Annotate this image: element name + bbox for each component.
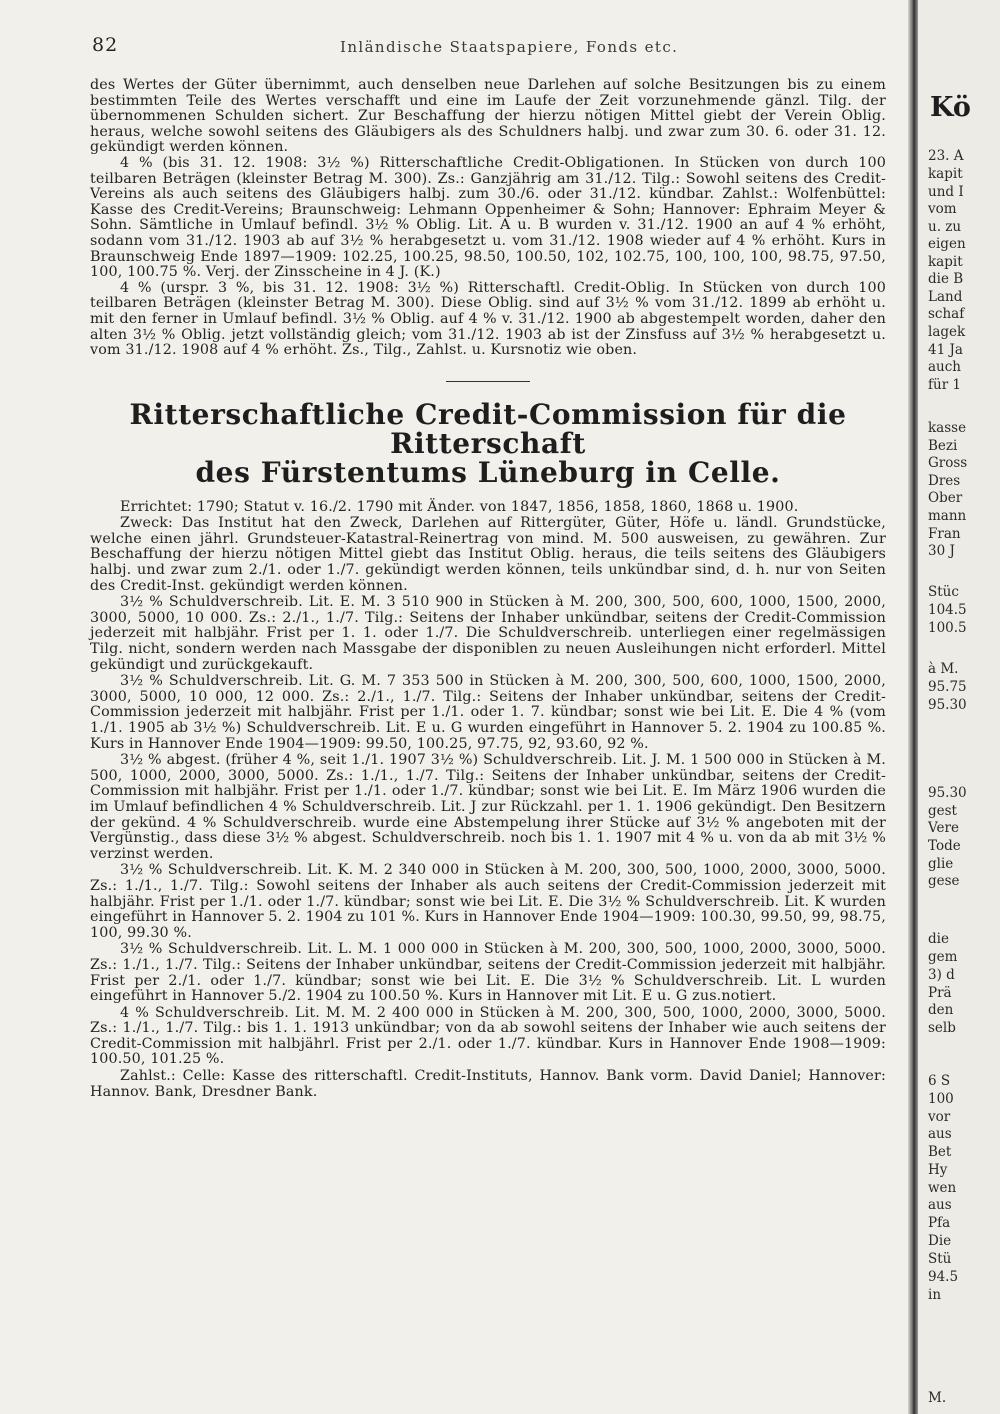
adjacent-page-line: 104.5 (928, 602, 967, 618)
paragraph-credit-oblig: 4 % (urspr. 3 %, bis 31. 12. 1908: 3½ %) Ritterschaftl. Credit-Oblig. In Stücken von durch 100 teilbaren Beträgen (kleinster Betrag M. 300). Diese Oblig. sind auf 3½ % vom 31./12. 1899 ab erhöht u. mit den ferner in Umlauf befindl. 3½ % Oblig. auf 4 % v. 31./12. 1900 ab abgestempelt worden, daher den alten 3½ % Oblig. jetzt vollständig gleich; vom 31./12. 1903 ab ist der Zinsfuss auf 3½ % herabgesetzt u. vom 31./12. 1908 auf 4 % erhöht. Zs., Tilg., Zahlst. u. Kursnotiz wie oben. (90, 279, 886, 359)
adjacent-page-line: lagek (928, 324, 966, 340)
paragraph-credit-obligationen: 4 % (bis 31. 12. 1908: 3½ %) Ritterschaftliche Credit-Obligationen. In Stücken von durch 100 teilbaren Beträgen (kleinster Betrag M. 300). Zs.: Ganzjährig am 31./12. Tilg.: Sowohl seitens des Credit-Vereins als auch seitens des Gläubigers halbj. zum 30./6. oder 31./12. kündbar. Zahlst.: Wolfenbüttel: Kasse des Credit-Vereins; Braunschweig: Lehmann Oppenheimer & Sohn; Hannover: Ephraim Meyer & Sohn. Sämtliche in Umlauf befindl. 3½ % Oblig. Lit. A u. B wurden v. 31./12. 1900 an auf 4 % erhöht, sodann vom 31./12. 1903 ab auf 3½ % herabgesetzt u. vom 31./12. 1908 wieder auf 4 % erhöht. Kurs in Braunschweig Ende 1897—1909: 102.25, 100.25, 98.50, 100.50, 102, 102.75, 100, 100, 100, 98.75, 97.50, 100, 100.75 %. Verj. der Zinsscheine in 4 J. (K.) (90, 154, 886, 281)
adjacent-page-line: gest (928, 803, 957, 819)
paragraph-continuation: des Wertes der Güter übernimmt, auch denselben neue Darlehen auf solche Besitzungen bis zu einem bestimmten Teile des Wertes verschafft und eine im Laufe der Zeit vorzunehmende gänzl. Tilg. der übernommenen Schulden sichert. Zur Beschaffung der hierzu nötigen Mittel giebt der Verein Oblig. heraus, welche sowohl seitens des Gläubigers als des Schuldners halbj. und zwar zum 30. 6. oder 31. 12. gekündigt werden können. (90, 77, 886, 156)
adjacent-page-line: Tode (928, 838, 961, 854)
adjacent-page-line: für 1 (928, 377, 962, 393)
adjacent-page-line: Gross (928, 455, 968, 471)
adjacent-page-line: Ober (928, 490, 963, 506)
adjacent-page-line: eigen (928, 236, 966, 252)
adjacent-page-line: aus (928, 1126, 952, 1142)
adjacent-page-line: 23. A (928, 148, 964, 164)
adjacent-page-line: kapit (928, 254, 963, 270)
section-title-line-2: des Fürstentums Lüneburg in Celle. (195, 455, 781, 489)
adjacent-page-line: in (928, 1287, 942, 1303)
adjacent-page-line: schaf (928, 306, 965, 322)
adjacent-page-line: aus (928, 1197, 952, 1213)
adjacent-page-line: und I (928, 184, 964, 200)
adjacent-page-line: 95.75 (928, 679, 967, 695)
adjacent-page-line: mann (928, 508, 967, 524)
paragraph-lit-g: 3½ % Schuldverschreib. Lit. G. M. 7 353 500 in Stücken à M. 200, 300, 500, 600, 1000, 1500, 2000, 3000, 5000, 10 000, 12 000. Zs.: 2./1., 1./7. Tilg.: Seitens der Inhaber unkündbar, seitens der Credit-Commission jederzeit mit halbjähr. Frist per 1./1. oder 1. 7. kündbar; sonst wie bei Lit. E. Die 4 % (vom 1./1. 1905 ab 3½ %) Schuldverschreib. Lit. E u. G wurden eingeführt in Hannover 5. 2. 1904 zu 100.85 %. Kurs in Hannover Ende 1904—1909: 99.50, 100.25, 97.75, 92, 93.60, 92 %. (90, 673, 886, 752)
adjacent-page-line: gem (928, 949, 958, 965)
adjacent-page-line: 30 J (928, 543, 955, 559)
adjacent-page-line: Bezi (928, 438, 958, 454)
adjacent-page-line: Hy (928, 1162, 948, 1178)
adjacent-page-line: Vere (928, 820, 959, 836)
section-separator (446, 381, 530, 382)
bottom-text-block (90, 500, 886, 1101)
adjacent-page-line: vom (928, 201, 957, 217)
paragraph-lit-l: 3½ % Schuldverschreib. Lit. L. M. 1 000 000 in Stücken à M. 200, 300, 500, 1000, 2000, 3000, 5000. Zs.: 1./1., 1./7. Tilg.: Seitens der Inhaber unkündbar, seitens der Credit-Commission jederzeit mit halbjähr. Frist per 2./1. oder 1./7. kündbar; sonst wie bei Lit. E. Die 3½ % Schuldverschreib. Lit. L wurden eingeführt in Hannover 5./2. 1904 zu 100.50 %. Kurs in Hannover mit Lit. E u. G zus.notiert. (90, 941, 886, 1005)
paragraph-lit-j: 3½ % abgest. (früher 4 %, seit 1./1. 1907 3½ %) Schuldverschreib. Lit. J. M. 1 500 000 in Stücken à M. 500, 1000, 2000, 3000, 5000. Zs.: 1./1., 1./7. Tilg.: Seitens der Inhaber unkündbar, seitens der Credit-Commission mit halbjähr. Frist per 1./1. oder 1./7. kündbar; sonst wie bei Lit. E. Im März 1906 wurden die im Umlauf befindlichen 4 % Schuldverschreib. Lit. J zur Rückzahl. per 1. 1. 1906 gekündigt. Den Besitzern der gekünd. 4 % Schuldverschreib. wurde eine Abstempelung ihrer Stücke auf 3½ % angeboten mit der Vergünstig., dass diese 3½ % abgest. Schuldverschreib. noch bis 1. 1. 1907 mit 4 % u. von da ab mit 3½ % verzinst werden. (90, 752, 886, 862)
adjacent-page-line: glie (928, 856, 954, 872)
adjacent-page-line: 95.30 (928, 785, 967, 801)
adjacent-page-line: vor (928, 1109, 951, 1125)
paragraph-zweck: Zweck: Das Institut hat den Zweck, Darlehen auf Rittergüter, Güter, Höfe u. ländl. Grundstücke, welche einen jährl. Grundsteuer-Katastral-Reinertrag von mind. M. 500 ausweisen, zu gewähren. Zur Beschaffung der hierzu nötigen Mittel giebt das Institut Oblig. heraus, die teils seitens des Gläubigers halbj. und zwar zum 2./1. oder 1./7. gekündigt werden können, teils unkündbar sind, d. h. nur von Seiten des Credit-Inst. gekündigt werden können. (90, 515, 886, 594)
adjacent-page-line: Bet (928, 1144, 952, 1160)
adjacent-page-line: auch (928, 359, 961, 375)
adjacent-page-heading: Kö (930, 92, 971, 123)
adjacent-page-line: Pfa (928, 1215, 951, 1231)
paragraph-lit-m: 4 % Schuldverschreib. Lit. M. M. 2 400 000 in Stücken à M. 200, 300, 500, 1000, 2000, 3000, 5000. Zs.: 1./1., 1./7. Tilg.: bis 1. 1. 1913 unkündbar; von da ab sowohl seitens der Inhaber wie auch seitens der Credit-Commission mit halbjährl. Frist per 2./1. oder 1./7. kündbar. Kurs in Hannover Ende 1908—1909: 100.50, 101.25 %. (90, 1004, 886, 1068)
adjacent-page-line: 3) d (928, 967, 955, 983)
adjacent-page-line: die (928, 931, 949, 947)
paragraph-lit-e: 3½ % Schuldverschreib. Lit. E. M. 3 510 900 in Stücken à M. 200, 300, 500, 600, 1000, 1500, 2000, 3000, 5000, 10 000. Zs.: 2./1., 1./7. Tilg.: Seitens der Inhaber unkündbar, seitens der Credit-Commission jederzeit mit halbjähr. Frist per 1. 1. oder 1./7. Die Schuldverschreib. unterliegen einer regelmässigen Tilg. nicht, sondern werden nach Massgabe der disponiblen zu neuen Ausleihungen nicht erforderl. Mittel gekündigt und zurückgekauft. (90, 594, 886, 673)
adjacent-page-line: die B (928, 271, 964, 287)
adjacent-page-line: Fran (928, 526, 961, 542)
adjacent-page-line: Dres (928, 473, 961, 489)
adjacent-page-line: gese (928, 873, 960, 889)
adjacent-page-line: 41 Ja (928, 342, 963, 358)
adjacent-page-line: Die (928, 1233, 952, 1249)
adjacent-page-line: kapit (928, 166, 963, 182)
adjacent-page-line: u. zu (928, 219, 962, 235)
adjacent-page-line: 100.5 (928, 620, 967, 636)
adjacent-page-line: Stü (928, 1251, 952, 1267)
paragraph-errichtet: Errichtet: 1790; Statut v. 16./2. 1790 mit Änder. von 1847, 1856, 1858, 1860, 1868 u. 1900. (120, 498, 799, 515)
adjacent-page-line: Land (928, 289, 963, 305)
adjacent-page-line: à M. (928, 661, 959, 677)
book-gutter (908, 0, 918, 1414)
adjacent-page-line: kasse (928, 420, 967, 436)
adjacent-page-line: wen (928, 1180, 957, 1196)
adjacent-page-line: den (928, 1002, 954, 1018)
running-title: Inländische Staatspapiere, Fonds etc. (340, 38, 679, 56)
adjacent-page (918, 0, 1000, 1414)
paragraph-lit-k: 3½ % Schuldverschreib. Lit. K. M. 2 340 000 in Stücken à M. 200, 300, 500, 1000, 2000, 3000, 5000. Zs.: 1./1., 1./7. Tilg.: Sowohl seitens der Inhaber als auch seitens der Credit-Commission jederzeit mit halbjähr. Frist per 1./1. oder 1./7. kündbar; sonst wie bei Lit. E. Die 3½ % Schuldverschreib. Lit. K wurden eingeführt in Hannover 5. 2. 1904 zu 101 %. Kurs in Hannover Ende 1904—1909: 100.30, 99.50, 99, 98.75, 100, 99.30 %. (90, 862, 886, 941)
adjacent-page-line: 6 S (928, 1073, 951, 1089)
adjacent-page-line: 95.30 (928, 697, 967, 713)
section-title (90, 397, 886, 489)
adjacent-page-line: selb (928, 1020, 956, 1036)
paragraph-zahlstellen: Zahlst.: Celle: Kasse des ritterschaftl. Credit-Instituts, Hannov. Bank vorm. David Daniel; Hannover: Hannov. Bank, Dresdner Bank. (90, 1068, 886, 1100)
adjacent-page-line: 100 (928, 1091, 954, 1107)
adjacent-page-line: Stüc (928, 584, 959, 600)
adjacent-page-line: Prä (928, 985, 952, 1001)
main-column (90, 78, 886, 1101)
adjacent-page-line: M. (928, 1390, 947, 1406)
section-title-line-1: Ritterschaftliche Credit-Commission für die Ritterschaft (129, 397, 847, 460)
adjacent-page-line: 94.5 (928, 1269, 959, 1285)
page-number: 82 (92, 34, 119, 56)
top-text-block (90, 78, 886, 359)
